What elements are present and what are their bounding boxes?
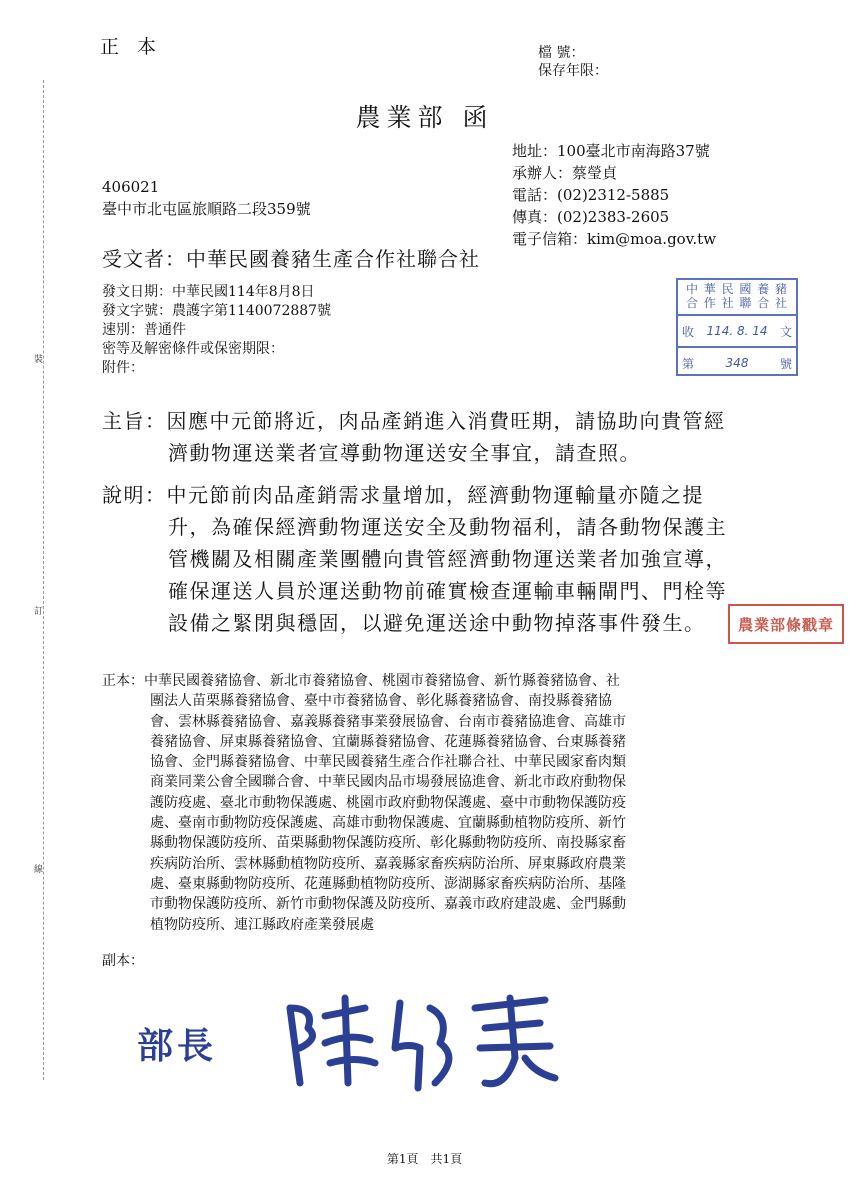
copy-mark: 正 本 — [100, 36, 163, 58]
recipient-line: 協會、金門縣養豬協會、中華民國養豬生產合作社聯合社、中華民國家畜肉類 — [150, 754, 626, 771]
recipient-line: 商業同業公會全國聯合會、中華民國肉品市場發展協進會、新北市政府動物保 — [150, 774, 626, 791]
receipt-stamp-no-prefix: 第 — [682, 356, 695, 371]
sender-info — [512, 140, 716, 250]
file-number-label: 檔 號： — [538, 45, 585, 61]
recipient-list — [102, 671, 626, 935]
recipient-line: 養豬協會、屏東縣養豬協會、宜蘭縣養豬協會、花蓮縣養豬協會、台東縣養豬 — [150, 733, 626, 750]
archive-info — [538, 44, 608, 80]
recipient-line: 護防疫處、臺北市動物保護處、桃園市政府動物保護處、臺中市動物保護防疫 — [150, 794, 626, 811]
attachment: 附件： — [102, 360, 144, 376]
receipt-stamp-org-line1: 中 華 民 國 養 豬 — [685, 282, 789, 296]
receipt-stamp-no-suffix: 號 — [779, 356, 792, 371]
security-level: 密等及解密條件或保密期限： — [102, 341, 284, 357]
recipient-line: 會、雲林縣養豬協會、嘉義縣養豬事業發展協會、台南市養豬協進會、高雄市 — [150, 713, 626, 730]
receipt-stamp-right-char: 文 — [779, 324, 792, 339]
issue-number: 發文字號：農護字第1140072887號 — [102, 303, 332, 319]
sender-phone: 電話：(02)2312-5885 — [512, 186, 670, 204]
speed: 速別：普通件 — [102, 322, 186, 338]
recipient-line: 縣動物保護防疫所、苗栗縣動物保護防疫所、彰化縣動物防疫所、南投縣家畜 — [150, 835, 626, 852]
binding-mark-bottom: 線 — [34, 865, 44, 875]
recipient-address — [102, 176, 311, 220]
subject-line-2: 濟動物運送業者宣導動物運送安全事宜，請查照。 — [168, 441, 641, 465]
cc-label: 副本： — [102, 953, 144, 969]
receipt-stamp-date: 114. 8. 14 — [706, 324, 768, 338]
retention-label: 保存年限： — [538, 63, 608, 79]
recipient-line: 正本：中華民國養豬協會、新北市養豬協會、桃園市養豬協會、新竹縣養豬協會、社 — [102, 673, 620, 689]
issue-date: 發文日期：中華民國114年8月8日 — [102, 284, 315, 300]
recipient-line: 團法人苗栗縣養豬協會、臺中市養豬協會、彰化縣養豬協會、南投縣養豬協 — [150, 693, 612, 710]
receipt-stamp-number-row — [678, 348, 796, 378]
explanation-line-1: 說明：中元節前肉品產銷需求量增加，經濟動物運輸量亦隨之提 — [102, 483, 704, 507]
explanation-line-3: 管機關及相關產業團體向貴管經濟動物運送業者加強宣導， — [168, 547, 727, 571]
receipt-stamp — [676, 278, 798, 376]
official-seal-stamp: 農業部條戳章 — [728, 604, 844, 644]
binding-line — [43, 80, 44, 1080]
binding-mark-top: 裝 — [34, 355, 44, 365]
sender-handler: 承辦人：蔡瑩貞 — [512, 164, 618, 182]
page-footer: 第1頁 共1頁 — [386, 1152, 463, 1166]
receipt-stamp-date-row — [678, 316, 796, 348]
document-title: 農業部 函 — [355, 103, 494, 132]
recipient-line: 處、臺南市動物防疫保護處、高雄市動物保護處、宜蘭縣動植物防疫所、新竹 — [150, 815, 626, 832]
receipt-stamp-left-char: 收 — [682, 324, 695, 339]
explanation-line-2: 升，為確保經濟動物運送安全及動物福利，請各動物保護主 — [168, 515, 727, 539]
sender-email: 電子信箱：kim@moa.gov.tw — [512, 230, 717, 248]
recipient-line: 疾病防治所、雲林縣動植物防疫所、嘉義縣家畜疾病防治所、屏東縣政府農業 — [150, 855, 626, 872]
signature-title: 部長 — [137, 1026, 218, 1067]
postal-code: 406021 — [102, 178, 160, 196]
subject-line-1: 主旨：因應中元節將近，肉品產銷進入消費旺期，請協助向貴管經 — [102, 409, 726, 433]
receipt-stamp-org — [678, 280, 796, 316]
handwritten-signature — [270, 988, 570, 1098]
recipient-line: 市動物保護防疫所、新竹市動物保護及防疫所、嘉義市政府建設處、金門縣動 — [150, 896, 626, 913]
recipient-line: 處、臺東縣動物防疫所、花蓮縣動植物防疫所、澎湖縣家畜疾病防治所、基隆 — [150, 875, 626, 892]
sender-address: 地址：100臺北市南海路37號 — [512, 142, 710, 160]
document-meta — [102, 283, 331, 378]
explanation-line-4: 確保運送人員於運送動物前確實檢查運輸車輛閘門、門栓等 — [168, 579, 727, 603]
sender-fax: 傳真：(02)2383-2605 — [512, 208, 670, 226]
street-address: 臺中市北屯區旅順路二段359號 — [102, 200, 311, 218]
recipient-line: 植物防疫所、連江縣政府產業發展處 — [150, 916, 374, 933]
explanation-line-5: 設備之緊閉與穩固，以避免運送途中動物掉落事件發生。 — [168, 611, 706, 635]
receiver: 受文者：中華民國養豬生產合作社聯合社 — [102, 247, 480, 271]
binding-mark-middle: 訂 — [34, 607, 44, 617]
receipt-stamp-org-line2: 合 作 社 聯 合 社 — [685, 296, 789, 310]
receipt-stamp-number: 348 — [725, 356, 749, 370]
